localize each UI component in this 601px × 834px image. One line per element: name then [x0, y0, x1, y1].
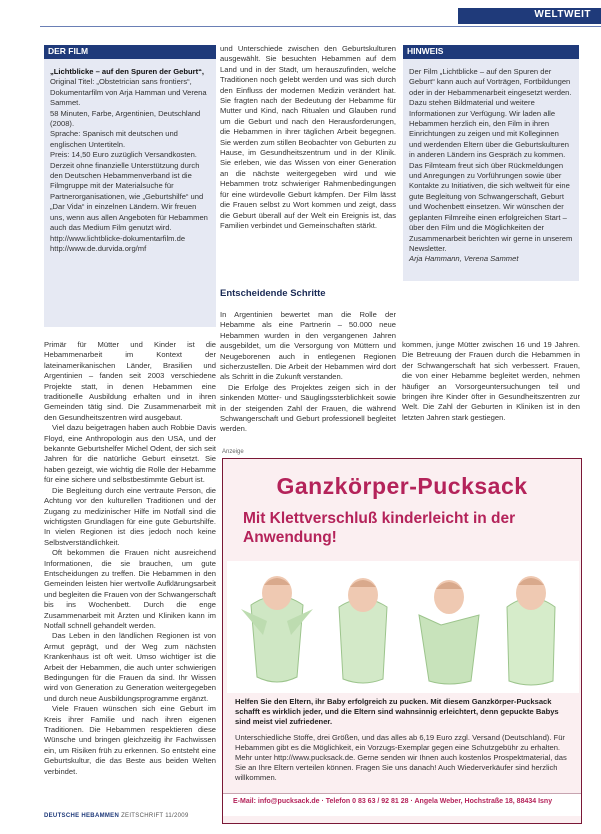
page-footer: [44, 813, 189, 819]
paragraph: kommen, junge Mütter zwischen 16 und 19 Jahren. Die Betreuung der Frauen durch die Hebammen in der Schwangerschaft hat sich verbessert. Frauen, die von einer Hebamme begleitet werden, nehmen häufiger an Vorsorgeuntersuchungen teil und bringen ihre Kinder öfter in Gesundheitszentren zur Welt. Die Zahl der Geburten in Kliniken ist in den letzten Jahren stark gestiegen.: [402, 340, 580, 422]
film-box-body: [44, 59, 216, 258]
ad-contact-info: E-Mail: info@pucksack.de · Telefon 0 83 63 / 92 81 28 · Angela Weber, Hochstraße 18, 88434 Isny: [233, 798, 553, 805]
ad-title: Ganzkörper-Pucksack: [276, 473, 528, 499]
ad-details-text: Unterschiedliche Stoffe, drei Größen, und das alles ab 6,19 Euro zzgl. Versand (Deutschland). Für Hebammen gibt es die Möglichkeit, ein Vorzugs-Exemplar gegen eine Schutzgebühr zu erhalten. Mehr unter http://www.pucksack.de. Gerne senden wir Ihnen auch kostenlos Prospektmaterial, das Sie an Ihre Eltern verteilen können. Fragen Sie uns danach! Auch Wiederverkäufer sind herzlich willkommen.: [235, 733, 567, 782]
film-line: Sprache: Spanisch mit deutschen und englischen Untertiteln.: [50, 129, 178, 149]
paragraph: und Unterschiede zwischen den Geburtskulturen ausgewählt. Sie besuchten Hebammen auf dem Land und in der Stadt, um herauszufinden, welche Traditionen noch gelebt werden und was sich durch den Einfluss der modernen Medizin verändert hat. Sie fragten nach der Bedeutung der Hebamme für Mutter und Kind, nach Ritualen und Glauben rund um die Geburt und nach den Herausforderungen, die Hebammen in ihrer täglichen Arbeit begegnen. Sie werden zum stillen Beobachter von Geburten zu Hause, im Gesundheitszentrum und in der Klinik. Sie erleben, wie das Wissen von einer Generation an die nächste weitergegeben wird und wie Hebammen trotz schwieriger Rahmenbedingungen für eine würdevolle Geburt kämpfen. Der Film lässt die Frauen selbst zu Wort kommen und zeigt, dass die Geburt überall auf der Welt ein Ereignis ist, das Familien verbindet und Gemeinschaften stärkt.: [220, 44, 396, 230]
swaddled-baby-illustration: [323, 565, 403, 689]
pucksack-advertisement: [222, 458, 582, 824]
film-title: „Lichtblicke – auf den Spuren der Geburt“,: [50, 67, 205, 76]
film-line: Preis: 14,50 Euro zuzüglich Versandkosten.: [50, 150, 197, 160]
paragraph: Das Leben in den ländlichen Regionen ist von Armut geprägt, und der Weg zum nächsten Krankenhaus ist oft weit. Umso wichtiger ist die Arbeit der Hebammen, die auch unter schwierigen Bedingungen für die Frauen da sind. Ihr Wissen wird von Generation zu Generation weitergegeben und durch neue Ausbildungsprogramme ergänzt.: [44, 631, 216, 703]
paragraph: Die Erfolge des Projektes zeigen sich in der sinkenden Mütter- und Säuglingssterblichkeit sowie in der steigenden Zahl der Frauen, die während Schwangerschaft und Geburt professionell begleitet werden.: [220, 382, 396, 434]
section-subheading: Entscheidende Schritte: [220, 288, 326, 299]
article-column-top-middle: [220, 44, 396, 282]
film-info-box: [44, 45, 216, 327]
hinweis-box-heading: HINWEIS: [403, 45, 579, 59]
ad-product-photo: [227, 561, 579, 693]
paragraph: Die Begleitung durch eine vertraute Person, die Achtung vor den kulturellen Traditionen und der Zugang zu medizinischer Hilfe im Notfall sind die wichtigsten Grundlagen für eine gute Geburtshilfe. In vielen Regionen ist dies jedoch noch keine Selbstverständlichkeit.: [44, 485, 216, 547]
footer-brand: DEUTSCHE HEBAMMEN: [44, 813, 120, 819]
article-column-middle: [220, 310, 396, 446]
paragraph: Viel dazu beigetragen haben auch Robbie Davis Floyd, eine Anthropologin aus den USA, und der bekannte Geburtshelfer Michel Odent, der sich seit Jahren für die natürliche Geburt einsetzt. Sie haben gezeigt, wie wichtig die Rolle der Hebamme für eine sichere und selbstbestimmte Geburt ist.: [44, 423, 216, 485]
film-line: 58 Minuten, Farbe, Argentinien, Deutschland (2008).: [50, 108, 201, 129]
section-label: WELTWEIT: [534, 9, 591, 20]
article-column-right: [402, 340, 580, 446]
film-line: Original Titel: „Obstetrician sans frontiers“,: [50, 77, 192, 87]
ad-intro-text: Helfen Sie den Eltern, ihr Baby erfolgreich zu pucken. Mit diesem Ganzkörper-Pucksack schafft es wirklich jeder, und die Eltern sind wahnsinnig erleichtert, denn gepuckte Babys sind meist viel zufriedener.: [235, 697, 559, 726]
header-rule: [40, 26, 601, 27]
swaddled-baby-illustration: [409, 565, 489, 689]
film-link[interactable]: http://www.de.durvida.org/mf: [50, 243, 147, 253]
paragraph: Primär für Mütter und Kinder ist die Hebammenarbeit im Kontext der lateinamerikanischen Länder, Brasilien und Argentinien – fanden seit 2003 verschiedene Projekte statt, in denen Hebammen eine traditionelle Ausbildung erhalten und in ihren Gemeinden tätig sind. Die Zusammenarbeit mit den Gesundheitszentren wird ausgebaut.: [44, 340, 216, 422]
hinweis-signature: Arja Hammann, Verena Sammet: [409, 254, 519, 264]
film-box-heading: DER FILM: [44, 45, 216, 59]
swaddled-baby-illustration: [491, 565, 571, 689]
paragraph: In Argentinien bewertet man die Rolle der Hebamme als eine Partnerin – 50.000 neue Hebammen wurden in den vergangenen Jahren ausgebildet, um die Versorgung von Müttern und Neugeborenen auch in entlegenen Regionen sicherzustellen. Die Arbeit der Hebammen wird dort als Schritt in die Zukunft verstanden.: [220, 310, 396, 382]
film-line: Derzeit ohne finanzielle Unterstützung durch den Deutschen Hebammenverband ist die Filmgruppe mit der Materialsuche für Partnerorganisationen, wie „Geburtshilfe“ und „Dar Vida“ in einzelnen Ländern. Wir freuen uns, wenn aus allen Angeboten für Hebammen auch das Medium Film genutzt wird.: [50, 160, 208, 233]
footer-issue: ZEITSCHRIFT 11/2009: [121, 813, 189, 819]
paragraph: Viele Frauen wünschen sich eine Geburt im Kreis ihrer Familie und nach ihren eigenen Traditionen. Die Hebammen respektieren diese Wünsche und bringen gleichzeitig ihr Fachwissen ein, um Risiken früh zu erkennen. So entsteht eine Geburtskultur, die das Beste aus beiden Welten verbindet.: [44, 704, 216, 776]
ad-contact-strip: [223, 793, 581, 816]
ad-tag: Anzeige: [222, 449, 244, 455]
film-link[interactable]: http://www.lichtblicke-dokumentarfilm.de: [50, 233, 186, 243]
paragraph: Oft bekommen die Frauen nicht ausreichend Informationen, die sie brauchen, um gute Entscheidungen zu treffen. Die Hebammen in den Gemeinden leisten hier wertvolle Aufklärungsarbeit und begleiten die Frauen von der Schwangerschaft bis ins Wochenbett. Durch die enge Zusammenarbeit mit Ärzten und Kliniken kann im Notfall schnell gehandelt werden.: [44, 548, 216, 630]
article-column-left: [44, 340, 216, 808]
swaddled-baby-illustration: [237, 565, 317, 689]
ad-subtitle: Mit Klettverschluß kinderleicht in der Anwendung!: [243, 510, 516, 546]
hinweis-text: Der Film „Lichtblicke – auf den Spuren der Geburt“ kann auch auf Vorträgen, Fortbildungen oder in der Hebammenarbeit eingesetzt werden. Dazu stehen Bildmaterial und weitere Informationen zur Verfügung. Wir laden alle Hebammen herzlich ein, den Film in ihren Einrichtungen zu zeigen und mit Kolleginnen und werdenden Eltern über die Geburtskulturen in anderen Ländern ins Gespräch zu kommen. Das Filmteam freut sich über Rückmeldungen und Anregungen zu Vorführungen sowie über Kontakte zu Initiativen, die sich weltweit für eine gute Begleitung von Schwangerschaft, Geburt und Wochenbett einsetzen. Wir wünschen der geplanten Filmreihe einen erfolgreichen Start – über den Film und die Möglichkeiten der Zusammenarbeit berichten wir gerne in unserem Newsletter.: [409, 67, 573, 253]
film-line: Dokumentarfilm von Arja Hamman und Verena Sammet.: [50, 87, 207, 108]
hinweis-box-body: [403, 59, 579, 269]
hinweis-box: [403, 45, 579, 281]
